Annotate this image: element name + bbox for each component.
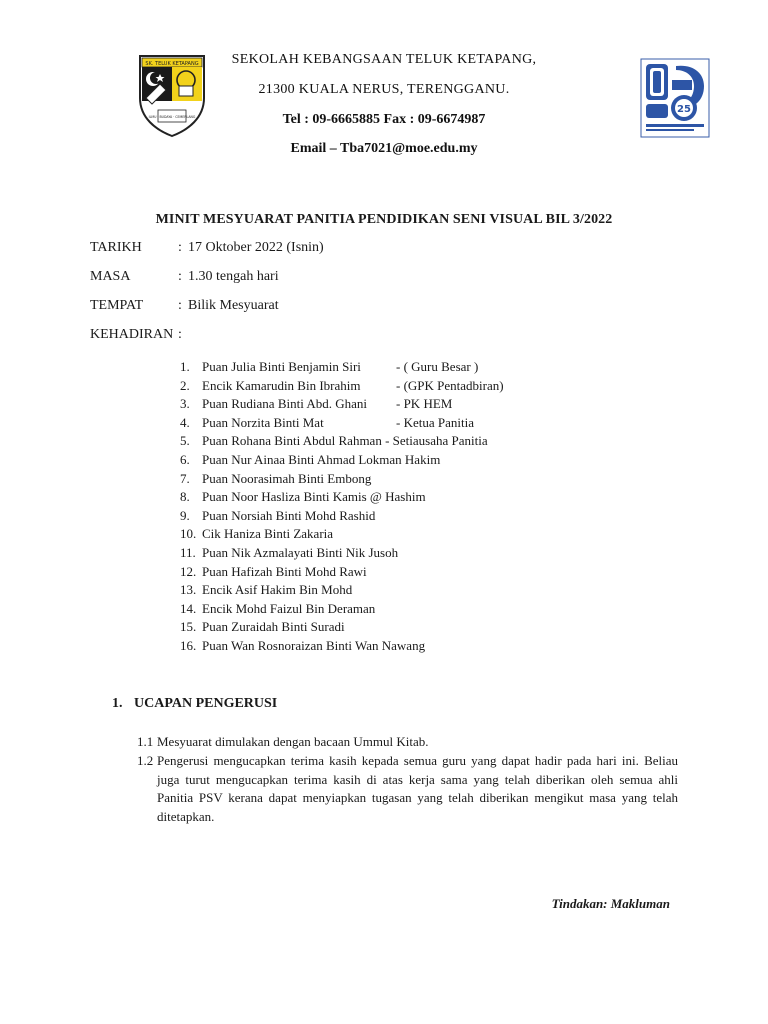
attendee-number: 2.	[180, 377, 190, 393]
attendee-name: Puan Nur Ainaa Binti Ahmad Lokman Hakim	[202, 451, 441, 467]
attendee-item	[180, 470, 488, 489]
school-contact: Tel : 09-6665885 Fax : 09-6674987	[282, 112, 486, 127]
time-label: MASA	[90, 269, 131, 284]
attendee-name: Puan Noor Hasliza Binti Kamis @ Hashim	[202, 489, 426, 505]
place-colon: :	[178, 298, 182, 313]
attendee-number: 11.	[180, 544, 196, 560]
attendee-name: Encik Kamarudin Bin Ibrahim	[202, 377, 361, 393]
section-title: UCAPAN PENGERUSI	[134, 696, 278, 711]
attendee-item	[180, 488, 488, 507]
attendee-role: - ( Guru Besar )	[396, 359, 479, 374]
attendee-name: Puan Nik Azmalayati Binti Nik Jusoh	[202, 544, 399, 560]
attendee-name: Puan Zuraidah Binti Suradi	[202, 619, 345, 635]
attendee-name: Puan Norsiah Binti Mohd Rashid	[202, 507, 376, 523]
attendee-name: Encik Mohd Faizul Bin Deraman	[202, 600, 376, 616]
attendance-list	[180, 358, 504, 656]
attendee-number: 16.	[180, 637, 197, 653]
minute-item-number: 1.1	[137, 734, 154, 749]
attendee-number: 12.	[180, 563, 197, 579]
attendee-item	[180, 637, 488, 656]
attendee-number: 13.	[180, 582, 197, 598]
attendee-number: 10.	[180, 526, 197, 542]
attendance-colon: :	[178, 327, 182, 342]
time-value: 1.30 tengah hari	[188, 269, 279, 284]
school-email: Email – Tba7021@moe.edu.my	[290, 141, 478, 156]
attendee-item	[180, 563, 488, 582]
minute-item	[137, 752, 678, 826]
date-colon: :	[178, 240, 182, 255]
crest-banner-text: SK. TELUK KETAPANG	[145, 61, 199, 67]
attendee-role: - PK HEM	[396, 396, 453, 412]
attendee-name: Puan Rohana Binti Abdul Rahman	[202, 433, 382, 449]
attendee-item	[180, 618, 488, 637]
place-value: Bilik Mesyuarat	[188, 298, 279, 313]
attendee-item	[180, 525, 488, 544]
attendee-number: 15.	[180, 619, 197, 635]
attendee-role: - (GPK Pentadbiran)	[396, 377, 504, 393]
attendee-item	[180, 600, 488, 619]
meta-date-row	[90, 240, 324, 256]
meta-attendance-row	[90, 327, 188, 343]
attendee-name: Encik Asif Hakim Bin Mohd	[202, 582, 353, 598]
anniversary-logo	[640, 58, 710, 138]
attendee-name: Puan Julia Binti Benjamin Siri	[202, 359, 361, 374]
attendee-role: - Ketua Panitia	[396, 414, 474, 430]
attendee-number: 1.	[180, 359, 190, 374]
attendee-role: - Setiausaha Panitia	[385, 433, 488, 449]
school-name: SEKOLAH KEBANGSAAN TELUK KETAPANG,	[231, 52, 537, 67]
attendee-item	[180, 451, 488, 470]
section-number: 1.	[112, 696, 123, 711]
crest-motto-text: ILMU · BUDAYA · CEMERLANG	[148, 115, 196, 119]
document-title: MINIT MESYUARAT PANITIA PENDIDIKAN SENI VISUAL BIL 3/2022	[155, 212, 613, 227]
attendee-name: Puan Hafizah Binti Mohd Rawi	[202, 563, 367, 579]
logo-number: 25	[677, 104, 691, 115]
meta-time-row	[90, 269, 279, 285]
attendee-item	[180, 507, 488, 526]
attendee-number: 6.	[180, 451, 190, 467]
attendee-number: 14.	[180, 600, 197, 616]
attendee-number: 3.	[180, 396, 190, 412]
attendee-item	[180, 432, 488, 451]
attendee-number: 7.	[180, 470, 190, 486]
attendee-item	[180, 581, 488, 600]
attendee-name: Puan Wan Rosnoraizan Binti Wan Nawang	[202, 637, 426, 653]
action-note: Tindakan: Makluman	[551, 896, 670, 911]
attendee-name: Cik Haniza Binti Zakaria	[202, 526, 334, 542]
meta-place-row	[90, 298, 279, 314]
attendee-item	[180, 358, 488, 377]
minute-item-number: 1.2	[137, 753, 154, 768]
attendee-item	[180, 414, 488, 433]
minute-item	[137, 733, 678, 752]
attendee-number: 9.	[180, 507, 190, 523]
attendee-number: 5.	[180, 433, 190, 449]
place-label: TEMPAT	[90, 298, 144, 313]
attendee-item	[180, 395, 488, 414]
school-address: 21300 KUALA NERUS, TERENGGANU.	[258, 82, 510, 97]
time-colon: :	[178, 269, 182, 284]
attendee-name: Puan Noorasimah Binti Embong	[202, 470, 372, 486]
attendee-number: 8.	[180, 489, 190, 505]
attendee-item	[180, 377, 504, 396]
attendee-name: Puan Rudiana Binti Abd. Ghani	[202, 396, 368, 412]
section-heading	[112, 696, 277, 712]
attendee-name: Puan Norzita Binti Mat	[202, 414, 324, 430]
minute-item-text: Pengerusi mengucapkan terima kasih kepada semua guru yang dapat hadir pada hari ini. Beliau juga turut mengucapkan terima kasih di atas kerja sama yang telah diberikan oleh semua ahli Panitia PSV kerana dapat menyiapkan tugasan yang telah diberikan mengikut masa yang telah ditetapkan.	[157, 753, 678, 824]
attendee-item	[180, 544, 488, 563]
date-label: TARIKH	[90, 240, 142, 255]
minute-item-text: Mesyuarat dimulakan dengan bacaan Ummul Kitab.	[157, 734, 429, 749]
date-value: 17 Oktober 2022 (Isnin)	[188, 240, 324, 255]
attendee-number: 4.	[180, 414, 190, 430]
attendance-label: KEHADIRAN	[90, 327, 174, 342]
